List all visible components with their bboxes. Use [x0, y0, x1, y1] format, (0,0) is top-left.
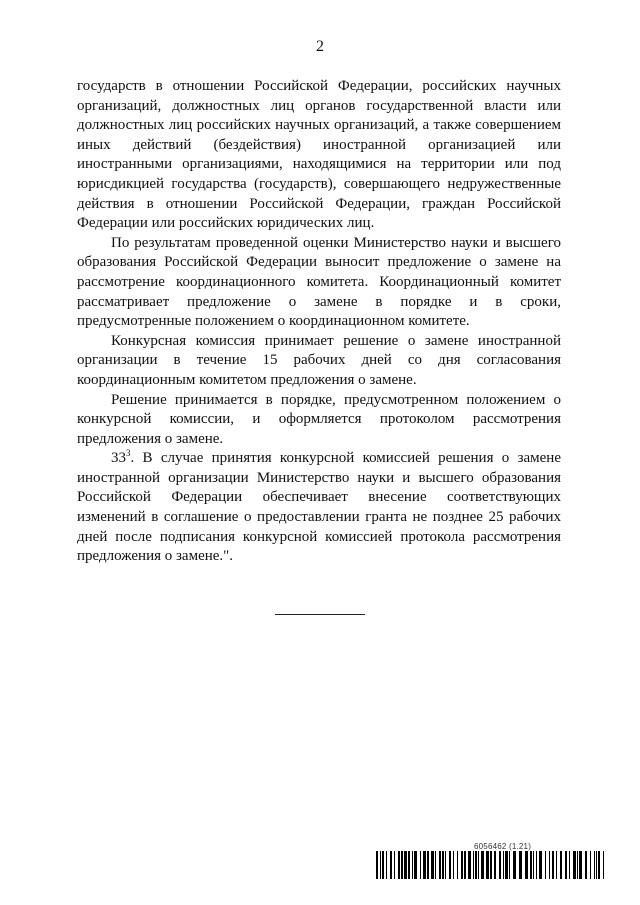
page-number: 2	[316, 38, 324, 55]
paragraph: государств в отношении Российской Федерации, российских научных организаций, должностных лиц органов государственной власти или должностных лиц российских научных организаций, а также совершением иных действий (бездействия) иностранной организацией или иностранными организациями, находящимися на территории или под юрисдикцией государства (государств), совершающего недружественные действия в отношении Российской Федерации, граждан Российской Федерации или российских юридических лиц.	[77, 78, 561, 232]
paragraph-section-33-3	[77, 449, 561, 567]
paragraph: Конкурсная комиссия принимает решение о замене иностранной организации в течение 15 рабочих дней со дня согласования координационным комитетом предложения о замене.	[77, 332, 561, 388]
section-superscript: 3	[126, 448, 131, 459]
document-code: 6056462 (1.21)	[474, 842, 532, 851]
section-number: 33	[111, 450, 126, 467]
document-body	[77, 77, 561, 567]
section-text: . В случае принятия конкурсной комиссией решения о замене иностранной организации Министерство науки и высшего образования Российской Федерации обеспечивает внесение соответствующих изменений в соглашение о предоставлении гранта не позднее 25 рабочих дней после подписания конкурсной комиссией протокола рассмотрения предложения о замене.".	[77, 450, 561, 565]
paragraph: Решение принимается в порядке, предусмотренном положением о конкурсной комиссии, и оформляется протоколом рассмотрения предложения о замене.	[77, 391, 561, 447]
barcode	[376, 851, 604, 879]
barcode-bar	[603, 851, 604, 879]
paragraph: По результатам проведенной оценки Министерство науки и высшего образования Российской Федерации выносит предложение о замене на рассмотрение координационного комитета. Координационный комитет рассматривает предложение о замене в порядке и в сроки, предусмотренные положением о координационном комитете.	[77, 234, 561, 330]
end-divider	[275, 614, 365, 615]
